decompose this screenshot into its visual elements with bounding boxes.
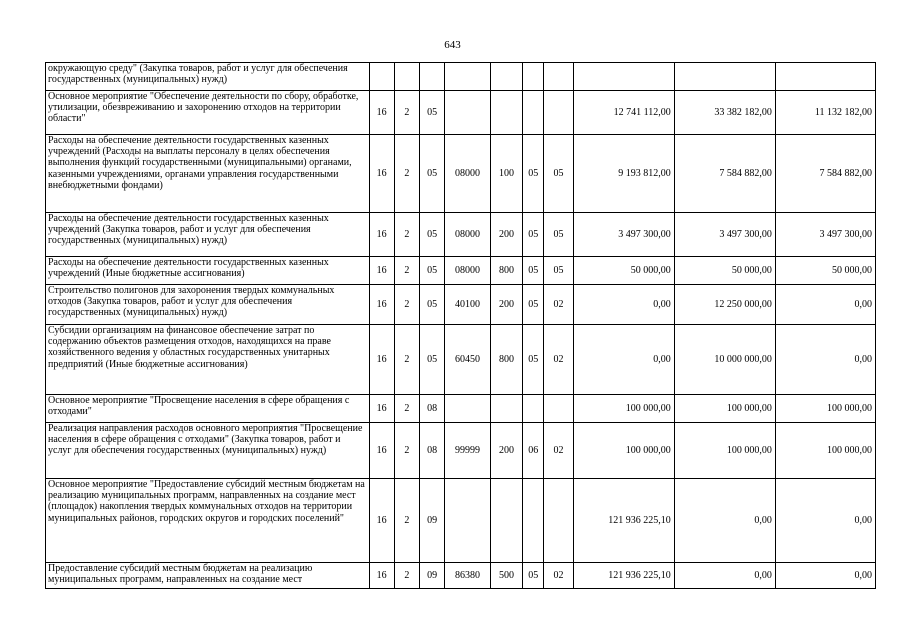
cell-c7 (544, 395, 573, 423)
table-row (46, 257, 876, 285)
cell-v3: 11 132 182,00 (775, 91, 875, 135)
cell-c5: 200 (490, 285, 522, 325)
cell-v3 (775, 63, 875, 91)
cell-c7 (544, 91, 573, 135)
cell-c4: 40100 (445, 285, 490, 325)
row-description: окружающую среду" (Закупка товаров, работ и услуг для обеспечения государственных (муниципальных) нужд) (46, 63, 370, 91)
cell-c1: 16 (369, 479, 394, 563)
cell-v1: 3 497 300,00 (573, 213, 674, 257)
cell-c1: 16 (369, 257, 394, 285)
cell-c2: 2 (394, 91, 419, 135)
cell-c5 (490, 395, 522, 423)
table-row (46, 285, 876, 325)
cell-c3: 08 (420, 423, 445, 479)
cell-c4 (445, 479, 490, 563)
cell-c2 (394, 63, 419, 91)
cell-v2: 7 584 882,00 (674, 135, 775, 213)
row-description: Реализация направления расходов основного мероприятия "Просвещение населения в сфере обращения с отходами" (Закупка товаров, работ и услуг для обеспечения государственных (муниципальных) нужд) (46, 423, 370, 479)
cell-v3: 100 000,00 (775, 395, 875, 423)
cell-c6: 05 (523, 285, 544, 325)
cell-c4: 08000 (445, 135, 490, 213)
cell-c6: 05 (523, 135, 544, 213)
row-description: Основное мероприятие "Предоставление субсидий местным бюджетам на реализацию муниципальных программ, направленных на создание мест (площадок) накопления твердых коммунальных отходов на территории муниципальных районов, городских округов и городских поселений" (46, 479, 370, 563)
cell-v1: 9 193 812,00 (573, 135, 674, 213)
table-row (46, 395, 876, 423)
row-description: Субсидии организациям на финансовое обеспечение затрат по содержанию объектов размещения отходов, находящихся на праве хозяйственного ведения у областных государственных унитарных предприятий (Иные бюджетные ассигнования) (46, 325, 370, 395)
table-row (46, 213, 876, 257)
cell-c5: 200 (490, 423, 522, 479)
cell-c4: 99999 (445, 423, 490, 479)
cell-c6: 05 (523, 257, 544, 285)
cell-v3: 50 000,00 (775, 257, 875, 285)
cell-v1 (573, 63, 674, 91)
cell-c2: 2 (394, 135, 419, 213)
cell-v3: 3 497 300,00 (775, 213, 875, 257)
cell-c2: 2 (394, 395, 419, 423)
cell-c6: 05 (523, 325, 544, 395)
cell-c6 (523, 91, 544, 135)
cell-c1: 16 (369, 135, 394, 213)
cell-v3: 0,00 (775, 325, 875, 395)
budget-table (45, 62, 876, 589)
cell-c7: 02 (544, 325, 573, 395)
cell-c5 (490, 479, 522, 563)
cell-c6 (523, 395, 544, 423)
row-description: Расходы на обеспечение деятельности государственных казенных учреждений (Иные бюджетные ассигнования) (46, 257, 370, 285)
cell-c7: 02 (544, 563, 573, 589)
cell-v2 (674, 63, 775, 91)
table-row (46, 135, 876, 213)
row-description: Строительство полигонов для захоронения твердых коммунальных отходов (Закупка товаров, работ и услуг для обеспечения государственных (муниципальных) нужд) (46, 285, 370, 325)
row-description: Предоставление субсидий местным бюджетам на реализацию муниципальных программ, направленных на создание мест (46, 563, 370, 589)
cell-v1: 121 936 225,10 (573, 479, 674, 563)
cell-c3: 05 (420, 135, 445, 213)
cell-c5 (490, 91, 522, 135)
cell-c4: 08000 (445, 213, 490, 257)
table-row (46, 91, 876, 135)
cell-c6: 06 (523, 423, 544, 479)
cell-c2: 2 (394, 479, 419, 563)
cell-v1: 121 936 225,10 (573, 563, 674, 589)
table-row (46, 63, 876, 91)
cell-c2: 2 (394, 325, 419, 395)
cell-v2: 100 000,00 (674, 395, 775, 423)
cell-c5: 500 (490, 563, 522, 589)
cell-c6: 05 (523, 563, 544, 589)
cell-c1: 16 (369, 213, 394, 257)
cell-c7: 05 (544, 257, 573, 285)
cell-v3: 0,00 (775, 563, 875, 589)
row-description: Основное мероприятие "Обеспечение деятельности по сбору, обработке, утилизации, обезвреживанию и захоронению отходов на территории области" (46, 91, 370, 135)
cell-c2: 2 (394, 285, 419, 325)
cell-c3: 05 (420, 213, 445, 257)
cell-v2: 12 250 000,00 (674, 285, 775, 325)
cell-c4 (445, 91, 490, 135)
cell-c3: 08 (420, 395, 445, 423)
row-description: Основное мероприятие "Просвещение населения в сфере обращения с отходами" (46, 395, 370, 423)
cell-c2: 2 (394, 423, 419, 479)
table-row (46, 423, 876, 479)
cell-c7: 02 (544, 423, 573, 479)
table-row (46, 325, 876, 395)
cell-c7: 05 (544, 135, 573, 213)
cell-c7 (544, 479, 573, 563)
cell-c3: 09 (420, 563, 445, 589)
cell-v1: 100 000,00 (573, 395, 674, 423)
cell-v1: 100 000,00 (573, 423, 674, 479)
cell-c1: 16 (369, 395, 394, 423)
cell-c5: 800 (490, 325, 522, 395)
cell-c7: 02 (544, 285, 573, 325)
cell-v2: 33 382 182,00 (674, 91, 775, 135)
cell-c4: 08000 (445, 257, 490, 285)
cell-c5: 800 (490, 257, 522, 285)
row-description: Расходы на обеспечение деятельности государственных казенных учреждений (Закупка товаров, работ и услуг для обеспечения государственных (муниципальных) нужд) (46, 213, 370, 257)
cell-c3: 05 (420, 325, 445, 395)
cell-c5 (490, 63, 522, 91)
cell-v2: 100 000,00 (674, 423, 775, 479)
cell-c7: 05 (544, 213, 573, 257)
cell-v2: 0,00 (674, 479, 775, 563)
cell-c4 (445, 395, 490, 423)
table-row (46, 479, 876, 563)
cell-v1: 50 000,00 (573, 257, 674, 285)
cell-c3: 05 (420, 285, 445, 325)
cell-c4: 60450 (445, 325, 490, 395)
cell-v2: 50 000,00 (674, 257, 775, 285)
cell-c1: 16 (369, 325, 394, 395)
cell-v1: 12 741 112,00 (573, 91, 674, 135)
cell-v3: 0,00 (775, 479, 875, 563)
cell-v2: 0,00 (674, 563, 775, 589)
cell-v2: 10 000 000,00 (674, 325, 775, 395)
cell-v1: 0,00 (573, 285, 674, 325)
cell-v2: 3 497 300,00 (674, 213, 775, 257)
cell-c2: 2 (394, 213, 419, 257)
cell-c1: 16 (369, 285, 394, 325)
cell-c1: 16 (369, 423, 394, 479)
cell-c7 (544, 63, 573, 91)
page-number: 643 (444, 39, 461, 51)
cell-c1 (369, 63, 394, 91)
cell-c2: 2 (394, 563, 419, 589)
cell-c4: 86380 (445, 563, 490, 589)
cell-c3 (420, 63, 445, 91)
cell-c5: 100 (490, 135, 522, 213)
cell-c6: 05 (523, 213, 544, 257)
cell-c6 (523, 63, 544, 91)
cell-c2: 2 (394, 257, 419, 285)
cell-v3: 7 584 882,00 (775, 135, 875, 213)
cell-c3: 05 (420, 91, 445, 135)
cell-c3: 05 (420, 257, 445, 285)
row-description: Расходы на обеспечение деятельности государственных казенных учреждений (Расходы на выплаты персоналу в целях обеспечения выполнения функций государственными (муниципальными) органами, казенными учреждениями, органами управления государственными внебюджетными фондами) (46, 135, 370, 213)
cell-c5: 200 (490, 213, 522, 257)
cell-c1: 16 (369, 91, 394, 135)
cell-c4 (445, 63, 490, 91)
cell-c3: 09 (420, 479, 445, 563)
cell-v1: 0,00 (573, 325, 674, 395)
cell-c1: 16 (369, 563, 394, 589)
cell-c6 (523, 479, 544, 563)
table-row (46, 563, 876, 589)
cell-v3: 100 000,00 (775, 423, 875, 479)
cell-v3: 0,00 (775, 285, 875, 325)
